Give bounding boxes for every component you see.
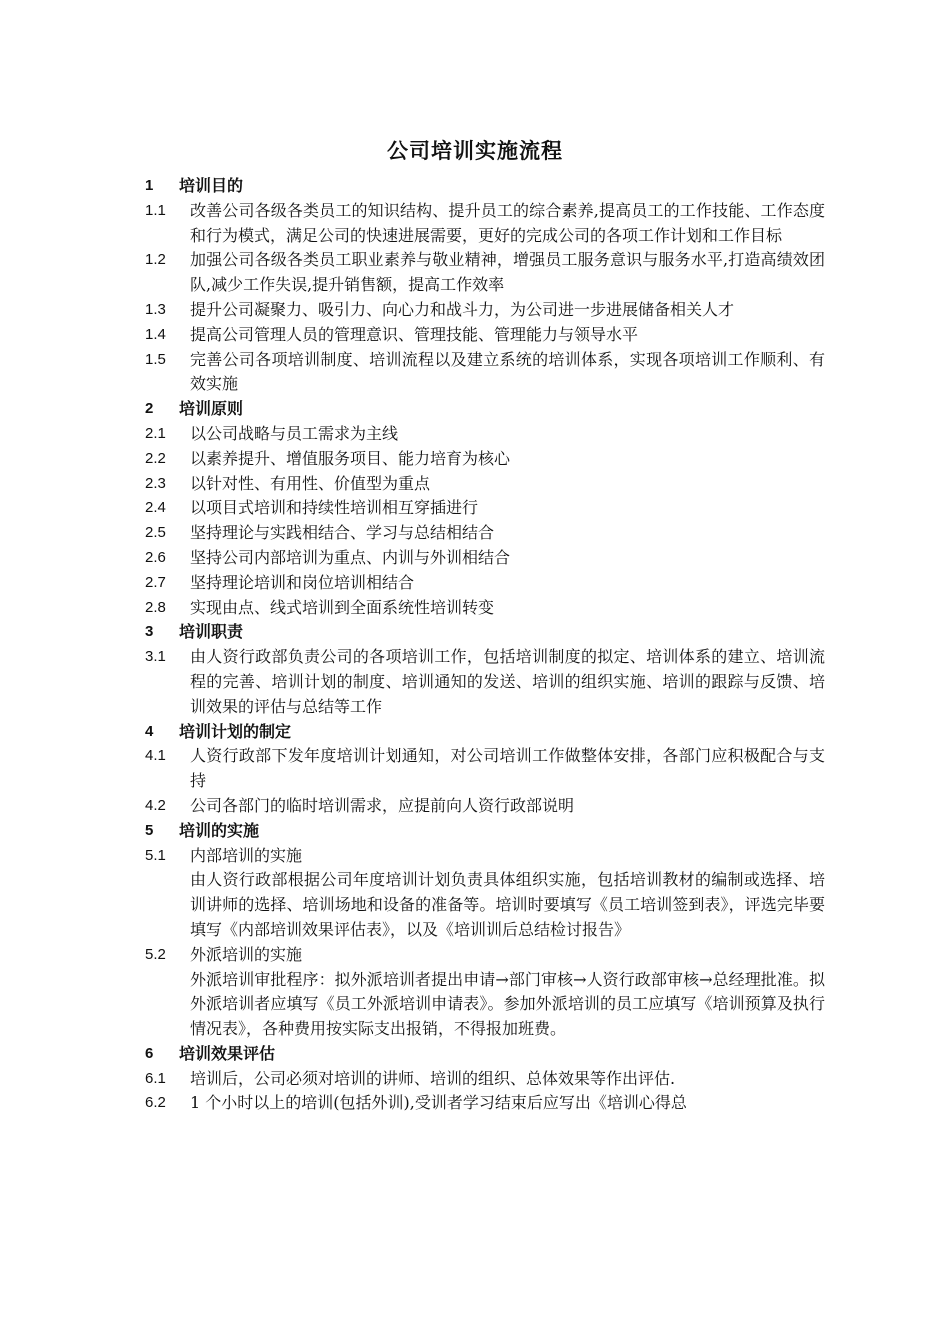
clause-number: 5.2 xyxy=(145,945,166,963)
clause-text: 坚持公司内部培训为重点、内训与外训相结合 xyxy=(190,547,511,567)
section-number: 3 xyxy=(145,623,154,641)
clause-text: 完善公司各项培训制度、培训流程以及建立系统的培训体系，实现各项培训工作顺利、有效实施 xyxy=(190,349,825,394)
section-number: 6 xyxy=(145,1044,154,1062)
clause-text: 以公司战略与员工需求为主线 xyxy=(190,423,399,443)
clause-text: 实现由点、线式培训到全面系统性培训转变 xyxy=(190,597,495,617)
clause-number: 1.4 xyxy=(145,325,166,343)
clause-number: 1.3 xyxy=(145,300,166,318)
section-number: 5 xyxy=(145,821,154,839)
clause-text: 坚持理论培训和岗位培训相结合 xyxy=(190,572,415,592)
clause-number: 2.2 xyxy=(145,449,166,467)
clause-number: 2.6 xyxy=(145,548,166,566)
clause xyxy=(145,645,825,719)
clause-number: 4.1 xyxy=(145,747,166,765)
clause-number: 2.5 xyxy=(145,524,166,542)
clause-text: 以素养提升、增值服务项目、能力培育为核心 xyxy=(190,448,511,468)
section-title: 培训目的 xyxy=(179,176,244,195)
section-heading xyxy=(145,720,825,745)
clause xyxy=(145,348,825,398)
section-title: 培训效果评估 xyxy=(179,1043,276,1063)
clause xyxy=(145,521,825,546)
section-title: 培训职责 xyxy=(179,622,244,642)
clause-text: 以针对性、有用性、价值型为重点 xyxy=(190,473,431,493)
clause-number: 2.7 xyxy=(145,573,166,591)
clause-text: 培训后，公司必须对培训的讲师、培训的组织、总体效果等作出评估. xyxy=(190,1068,676,1088)
clause xyxy=(145,571,825,596)
clause-number: 5.1 xyxy=(145,846,166,864)
clause-text: 人资行政部下发年度培训计划通知，对公司培训工作做整体安排，各部门应积极配合与支持 xyxy=(190,746,825,791)
section-heading xyxy=(145,620,825,645)
clause xyxy=(145,422,825,447)
clause-number: 1.2 xyxy=(145,251,166,269)
clause xyxy=(145,596,825,621)
clause-text: 以项目式培训和持续性培训相互穿插进行 xyxy=(190,498,479,518)
section-title: 培训原则 xyxy=(179,399,244,419)
section-number: 2 xyxy=(145,400,154,418)
clause-body: 外派培训审批程序：拟外派培训者提出申请→部门审核→人资行政部审核→总经理批准。拟外派培训者应填写《员工外派培训申请表》。参加外派培训的员工应填写《培训预算及执行情况表》，各种费用按实际支出报销，不得报加班费。 xyxy=(190,969,825,1039)
clause-text: 由人资行政部负责公司的各项培训工作，包括培训制度的拟定、培训体系的建立、培训流程的完善、培训计划的制度、培训通知的发送、培训的组织实施、培训的跟踪与反馈、培训效果的评估与总结等工作 xyxy=(190,647,825,716)
clause-number: 2.1 xyxy=(145,424,166,442)
clause xyxy=(145,1091,825,1116)
clause-text: 改善公司各级各类员工的知识结构、提升员工的综合素养,提高员工的工作技能、工作态度和行为模式，满足公司的快速进展需要，更好的完成公司的各项工作计划和工作目标 xyxy=(190,200,825,245)
clause-number: 1.5 xyxy=(145,350,166,368)
document-title: 公司培训实施流程 xyxy=(387,139,563,163)
section-heading xyxy=(145,397,825,422)
section-number: 4 xyxy=(145,722,154,740)
clause xyxy=(145,472,825,497)
clause xyxy=(145,199,825,249)
clause xyxy=(145,496,825,521)
section-title: 培训计划的制定 xyxy=(179,721,292,741)
clause xyxy=(145,1067,825,1092)
clause-text: 公司各部门的临时培训需求，应提前向人资行政部说明 xyxy=(190,795,575,815)
clause-body: 由人资行政部根据公司年度培训计划负责具体组织实施，包括培训教材的编制或选择、培训讲师的选择、培训场地和设备的准备等。培训时要填写《员工培训签到表》，评选完毕要填写《内部培训效果评估表》，以及《培训训后总结检讨报告》 xyxy=(190,870,825,939)
clause-text: 外派培训的实施 xyxy=(190,944,303,964)
section-heading xyxy=(145,1042,825,1067)
clause xyxy=(145,744,825,794)
section-heading xyxy=(145,174,825,199)
section-heading xyxy=(145,819,825,844)
section-number: 1 xyxy=(145,177,154,194)
clause-text: 坚持理论与实践相结合、学习与总结相结合 xyxy=(190,523,495,543)
clause-text: 内部培训的实施 xyxy=(190,845,303,865)
clause xyxy=(145,248,825,298)
clause xyxy=(145,943,825,968)
clause-number: 6.1 xyxy=(145,1069,166,1087)
clause xyxy=(145,794,825,819)
clause-number: 2.4 xyxy=(145,499,166,517)
clause-number: 3.1 xyxy=(145,648,166,666)
clause xyxy=(145,546,825,571)
clause-text: 提高公司管理人员的管理意识、管理技能、管理能力与领导水平 xyxy=(190,324,639,344)
clause-text: 加强公司各级各类员工职业素养与敬业精神，增强员工服务意识与服务水平,打造高绩效团队,减少工作失误,提升销售额，提高工作效率 xyxy=(190,250,825,295)
clause xyxy=(145,323,825,348)
clause-number: 1.1 xyxy=(145,201,166,219)
clause xyxy=(145,844,825,869)
clause-text: 提升公司凝聚力、吸引力、向心力和战斗力，为公司进一步进展储备相关人才 xyxy=(190,299,735,319)
section-title: 培训的实施 xyxy=(179,820,260,840)
clause xyxy=(145,298,825,323)
clause xyxy=(145,447,825,472)
clause-number: 2.8 xyxy=(145,598,166,616)
clause-number: 6.2 xyxy=(145,1094,166,1112)
clause-number: 4.2 xyxy=(145,796,166,814)
clause-number: 2.3 xyxy=(145,474,166,492)
document-body xyxy=(145,174,825,1116)
clause-text: 1 个小时以上的培训(包括外训),受训者学习结束后应写出《培训心得总 xyxy=(190,1093,687,1113)
